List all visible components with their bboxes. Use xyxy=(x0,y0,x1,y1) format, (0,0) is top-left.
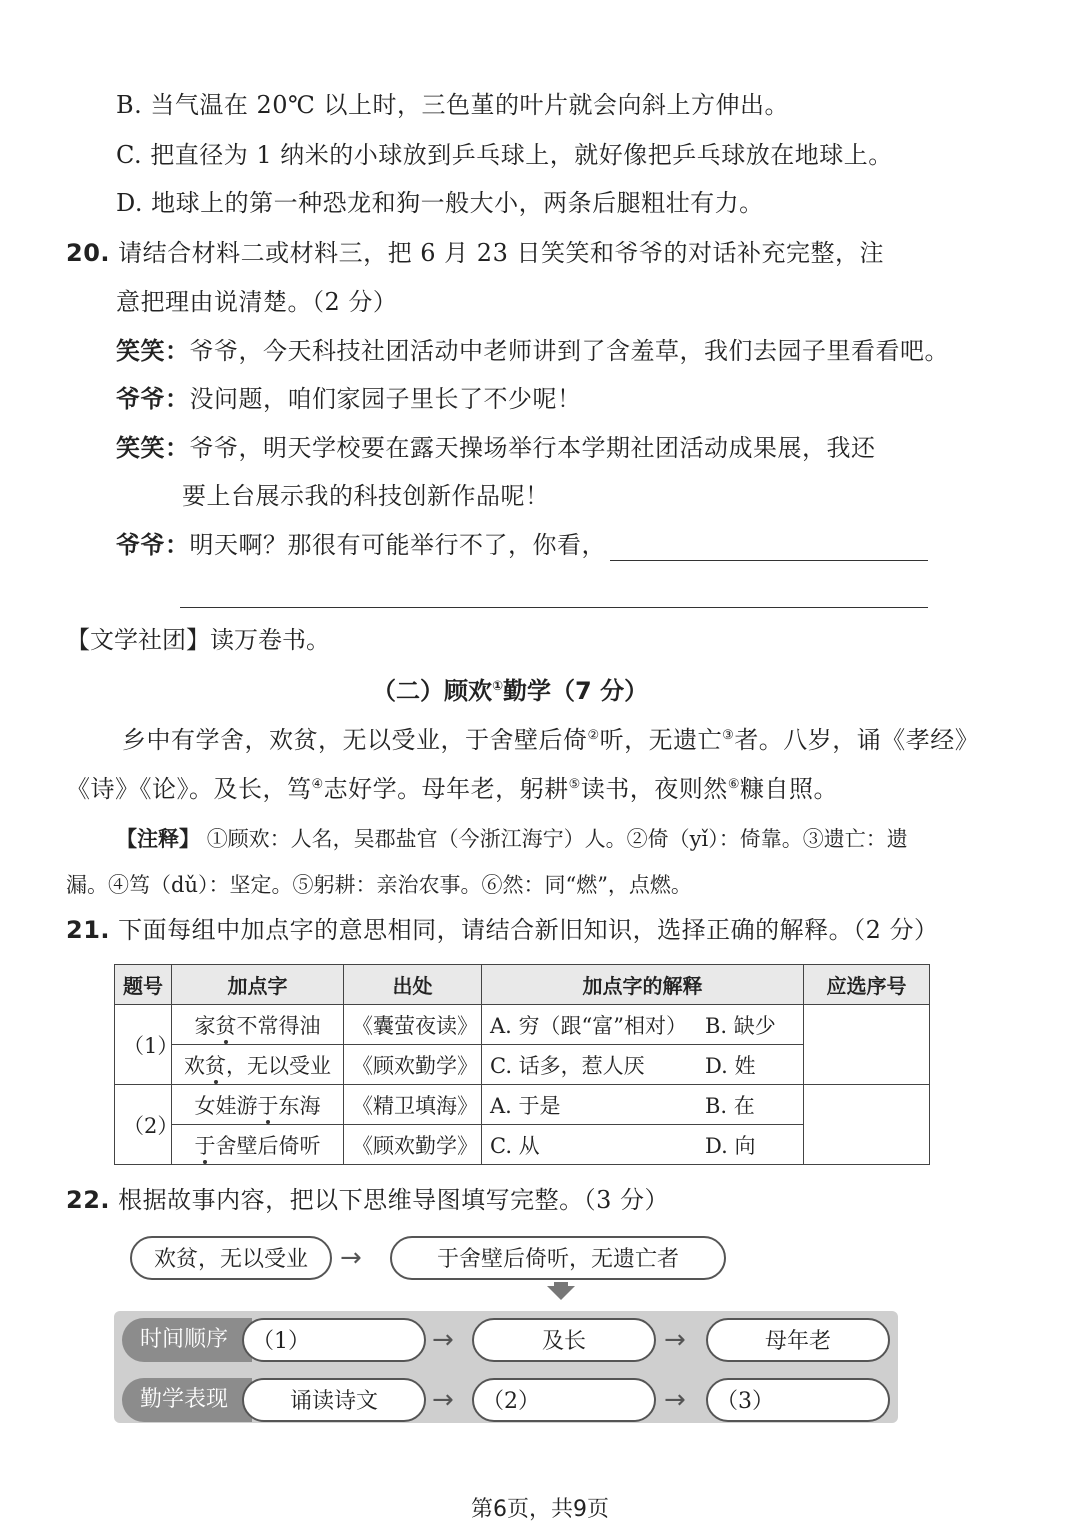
q20-stem-line1 xyxy=(66,236,884,270)
page-number: 第6页，共9页 xyxy=(471,1497,609,1522)
row-tag-diligence: 勤学表现 xyxy=(122,1378,252,1422)
arrow-down-icon xyxy=(547,1286,575,1300)
mindmap-blank-1[interactable]: （1） xyxy=(242,1318,426,1362)
q19-option-d: D. 地球上的第一种恐龙和狗一般大小，两条后腿粗壮有力。 xyxy=(116,189,764,217)
q21-number: 21. xyxy=(66,916,111,944)
dotted-word-cell xyxy=(172,1085,344,1125)
notes-line2: 漏。④笃（dǔ）：坚定。⑤躬耕：亲治农事。⑥然：同“燃”，点燃。 xyxy=(66,873,692,897)
source-cell: 《顾欢勤学》 xyxy=(344,1125,482,1165)
header-cell: 应选序号 xyxy=(804,965,930,1005)
q20-stem-line2: 意把理由说清楚。（2 分） xyxy=(116,288,398,316)
footnote-mark: ⑥ xyxy=(727,777,740,792)
passage-text: 者。八岁，诵《孝经》 xyxy=(734,726,980,754)
option-text: D. 姓 xyxy=(705,1053,756,1078)
answer-blank-line[interactable] xyxy=(180,607,928,608)
source-cell: 《精卫填海》 xyxy=(344,1085,482,1125)
dialogue-text: 明天啊？那很有可能举行不了，你看， xyxy=(189,531,606,559)
passage-line1 xyxy=(122,723,979,757)
mindmap-start-node: 欢贫，无以受业 xyxy=(130,1236,332,1280)
explanation-cell xyxy=(482,1045,804,1085)
footnote-mark: ④ xyxy=(311,777,324,792)
section-label: 【文学社团】读万卷书。 xyxy=(66,626,330,654)
mindmap-node: 及长 xyxy=(472,1318,656,1362)
notes-text: ①顾欢：人名，吴郡盐官（今浙江海宁）人。②倚（yǐ）：倚靠。③遗亡：遗 xyxy=(206,827,908,851)
notes-label: 【注释】 xyxy=(116,827,200,851)
option-text: B. 缺少 xyxy=(705,1013,776,1038)
dialogue-line xyxy=(116,334,949,368)
arrow-right-icon: → xyxy=(340,1243,362,1273)
mindmap-node: 诵读诗文 xyxy=(242,1378,426,1422)
dialogue-line xyxy=(116,431,876,465)
table-row xyxy=(115,1085,930,1125)
option-text: A. 穷（跟“富”相对） xyxy=(490,1013,687,1038)
source-cell: 《囊萤夜读》 xyxy=(344,1005,482,1045)
dotted-word-cell xyxy=(172,1045,344,1085)
passage-text: 读书，夜则然 xyxy=(580,775,728,803)
dotted-char: 贫 xyxy=(215,1013,237,1038)
dialogue-line xyxy=(116,528,606,562)
dialogue-text: 爷爷，明天学校要在露天操场举行本学期社团活动成果展，我还 xyxy=(189,434,876,462)
source-cell: 《顾欢勤学》 xyxy=(344,1045,482,1085)
q20-stem-text: 请结合材料二或材料三，把 6 月 23 日笑笑和爷爷的对话补充完整，注 xyxy=(118,239,884,267)
word-text: 东海 xyxy=(278,1093,321,1118)
mindmap-blank-3[interactable]: （3） xyxy=(706,1378,890,1422)
speaker-xiaoxiao: 笑笑： xyxy=(116,434,190,462)
answer-cell[interactable] xyxy=(804,1005,930,1085)
word-text: 欢 xyxy=(184,1053,205,1078)
answer-cell[interactable] xyxy=(804,1085,930,1165)
q21-stem-text: 下面每组中加点字的意思相同，请结合新旧知识，选择正确的解释。（2 分） xyxy=(118,916,939,944)
passage-text: 志好学。母年老，躬耕 xyxy=(323,775,569,803)
mindmap-node: 于舍壁后倚听，无遗亡者 xyxy=(390,1236,726,1280)
explanation-cell xyxy=(482,1125,804,1165)
header-cell: 加点字的解释 xyxy=(482,965,804,1005)
title-footnote-mark: ① xyxy=(492,679,504,694)
word-text: 女娃游 xyxy=(194,1093,258,1118)
q21-stem xyxy=(66,913,939,947)
option-text: B. 在 xyxy=(705,1093,755,1118)
passage-text: 听，无遗亡 xyxy=(599,726,723,754)
mindmap-blank-2[interactable]: （2） xyxy=(472,1378,656,1422)
passage-title xyxy=(372,673,648,709)
passage-text: 糠自照。 xyxy=(739,775,838,803)
header-cell: 加点字 xyxy=(172,965,344,1005)
dotted-char: 贫 xyxy=(205,1053,226,1078)
answer-blank-line[interactable] xyxy=(610,560,928,561)
arrow-right-icon: → xyxy=(432,1325,454,1355)
q19-option-b: B. 当气温在 20℃ 以上时，三色堇的叶片就会向斜上方伸出。 xyxy=(116,91,790,119)
speaker-grandpa: 爷爷： xyxy=(116,531,190,559)
dotted-word-cell xyxy=(172,1005,344,1045)
group-id: （2） xyxy=(115,1085,172,1165)
passage-line2 xyxy=(66,772,838,806)
option-text: C. 从 xyxy=(490,1133,540,1158)
explanation-cell xyxy=(482,1085,804,1125)
speaker-grandpa: 爷爷： xyxy=(116,385,190,413)
group-id: （1） xyxy=(115,1005,172,1085)
dialogue-text: 爷爷，今天科技社团活动中老师讲到了含羞草，我们去园子里看看吧。 xyxy=(189,337,949,365)
q20-number: 20. xyxy=(66,239,111,267)
option-text: D. 向 xyxy=(705,1133,756,1158)
dialogue-line-continued: 要上台展示我的科技创新作品呢！ xyxy=(182,482,550,510)
footnote-mark: ⑤ xyxy=(568,777,581,792)
footnote-mark: ② xyxy=(587,728,600,743)
dotted-char: 于 xyxy=(194,1133,216,1158)
mindmap-node: 母年老 xyxy=(706,1318,890,1362)
header-cell: 题号 xyxy=(115,965,172,1005)
table-header-row xyxy=(115,965,930,1005)
title-rest: 勤学（7 分） xyxy=(503,677,649,705)
word-text: 舍壁后倚听 xyxy=(215,1133,321,1158)
arrow-right-icon: → xyxy=(664,1385,686,1415)
arrow-right-icon: → xyxy=(432,1385,454,1415)
dialogue-text: 没问题，咱们家园子里长了不少呢！ xyxy=(189,385,582,413)
notes-line1 xyxy=(116,822,908,856)
arrow-right-icon: → xyxy=(664,1325,686,1355)
q22-stem xyxy=(66,1183,669,1217)
word-text: 不常得油 xyxy=(236,1013,321,1038)
word-text: 家 xyxy=(194,1013,216,1038)
table-row xyxy=(115,1005,930,1045)
option-text: A. 于是 xyxy=(490,1093,561,1118)
q21-table xyxy=(114,964,930,1165)
option-text: C. 话多，惹人厌 xyxy=(490,1053,645,1078)
dotted-word-cell xyxy=(172,1125,344,1165)
explanation-cell xyxy=(482,1005,804,1045)
header-cell: 出处 xyxy=(344,965,482,1005)
dotted-char: 于 xyxy=(257,1093,279,1118)
dialogue-line xyxy=(116,382,582,416)
title-main: （二）顾欢 xyxy=(372,677,492,705)
footnote-mark: ③ xyxy=(722,728,735,743)
q19-option-c: C. 把直径为 1 纳米的小球放到乒乓球上，就好像把乒乓球放在地球上。 xyxy=(116,141,893,169)
row-tag-time-order: 时间顺序 xyxy=(122,1318,252,1362)
passage-text: 《诗》《论》。及长，笃 xyxy=(66,775,312,803)
passage-text: 乡中有学舍，欢贫，无以受业，于舍壁后倚 xyxy=(122,726,588,754)
q22-number: 22. xyxy=(66,1186,111,1214)
speaker-xiaoxiao: 笑笑： xyxy=(116,337,190,365)
q22-stem-text: 根据故事内容，把以下思维导图填写完整。（3 分） xyxy=(118,1186,670,1214)
word-text: ，无以受业 xyxy=(226,1053,331,1078)
